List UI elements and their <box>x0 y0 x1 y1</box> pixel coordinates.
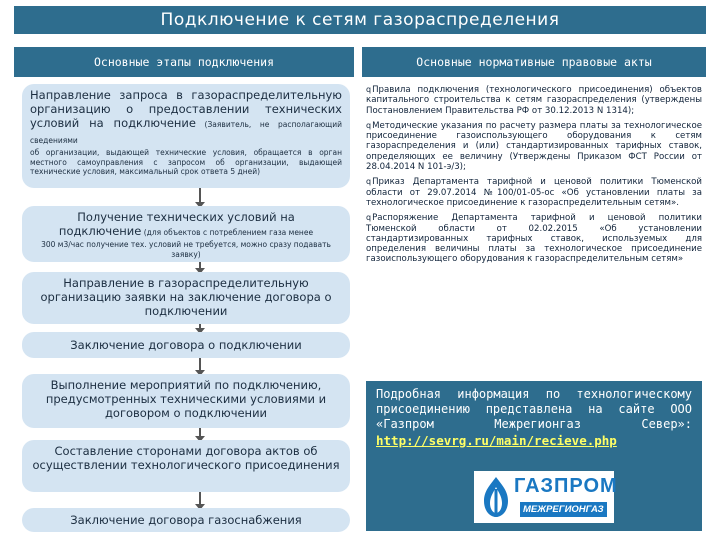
bullet-icon: q <box>366 177 372 187</box>
step-1-note: об организации, выдающей технические условия, обращается в орган местного самоуправления с запросом об организации, выдающей технические условия, максимальный срок ответа 5 дней) <box>30 148 342 176</box>
step-6-text: Составление сторонами договора актов об осуществлении технологического присоединения <box>32 444 340 472</box>
step-2 <box>22 206 350 262</box>
arrow-4 <box>199 358 201 372</box>
step-6 <box>22 440 350 492</box>
bullet-icon: q <box>366 85 372 94</box>
gazprom-logo <box>474 471 618 523</box>
right-column-header: Основные нормативные правовые акты <box>362 47 706 77</box>
page-title: Подключение к сетям газораспределения <box>14 6 706 34</box>
step-1 <box>22 84 350 188</box>
logo-subword: МЕЖРЕГИОНГАЗ <box>520 502 607 517</box>
step-2-note: 300 м3/час получение тех. условий не требуется, можно сразу подавать заявку) <box>41 240 331 259</box>
step-7-text: Заключение договора газоснабжения <box>70 513 302 527</box>
arrow-6 <box>199 492 201 506</box>
arrow-1 <box>199 188 201 204</box>
arrow-2 <box>199 262 201 270</box>
step-2-text: Получение технических условий на подключение (для объектов с потреблением газа менее <box>58 210 314 238</box>
website-link[interactable]: http://sevrg.ru/main/recieve.php <box>376 433 617 448</box>
step-5-text: Выполнение мероприятий по подключению, предусмотренных техническими условиями и договором о подключении <box>45 378 327 420</box>
legal-act-2: qМетодические указания по расчету размера платы за технологическое присоединение газоиспользующего оборудования к сетям газораспределения и (или) стандартизированных тарифных ставок, определяющих ее величину (Утверждены Приказом ФСТ России от 28.04.2014 N 101-э/3); <box>366 120 702 173</box>
step-4-text: Заключение договора о подключении <box>70 338 302 352</box>
info-box <box>366 381 702 531</box>
step-3-text: Направление в газораспределительную организацию заявки на заключение договора о подключении <box>40 276 332 318</box>
bullet-icon: q <box>366 213 372 223</box>
step-1-text: Направление запроса в газораспределительную организацию о предоставлении технических условий на подключение (Заявитель, не располагающий сведениями <box>30 88 342 145</box>
legal-acts-list <box>366 85 702 270</box>
step-5 <box>22 374 350 428</box>
step-3 <box>22 272 350 324</box>
logo-word: ГАЗПРОМ <box>514 475 618 497</box>
left-column-header: Основные этапы подключения <box>14 47 354 77</box>
flame-icon <box>478 475 514 519</box>
legal-act-1: qПравила подключения (технологического присоединения) объектов капитального строительства к сетям газораспределения (утверждены Постановлением Правительства РФ от 30.12.2013 N 1314); <box>366 85 702 116</box>
step-4 <box>22 332 350 358</box>
arrow-3 <box>199 324 201 330</box>
bullet-icon: q <box>366 120 372 130</box>
step-7 <box>22 508 350 532</box>
legal-act-4: qРаспоряжение Департамента тарифной и ценовой политики Тюменской области от 02.02.2015 «Об установлении стандартизированных тарифных ставок, используемых для определения величины платы за технологическое присоединение газоиспользующего оборудования к газораспределительным сетям» <box>366 213 702 265</box>
legal-act-3: qПриказ Департамента тарифной и ценовой политики Тюменской области от 29.07.2014 №100/01-05-ос «Об установлении платы за технологическое присоединение к газораспределительным сетям». <box>366 177 702 208</box>
info-text: Подробная информация по технологическому присоединению представлена на сайте ООО «Газпром Межрегионгаз Север»: <box>376 387 692 431</box>
arrow-5 <box>199 428 201 438</box>
